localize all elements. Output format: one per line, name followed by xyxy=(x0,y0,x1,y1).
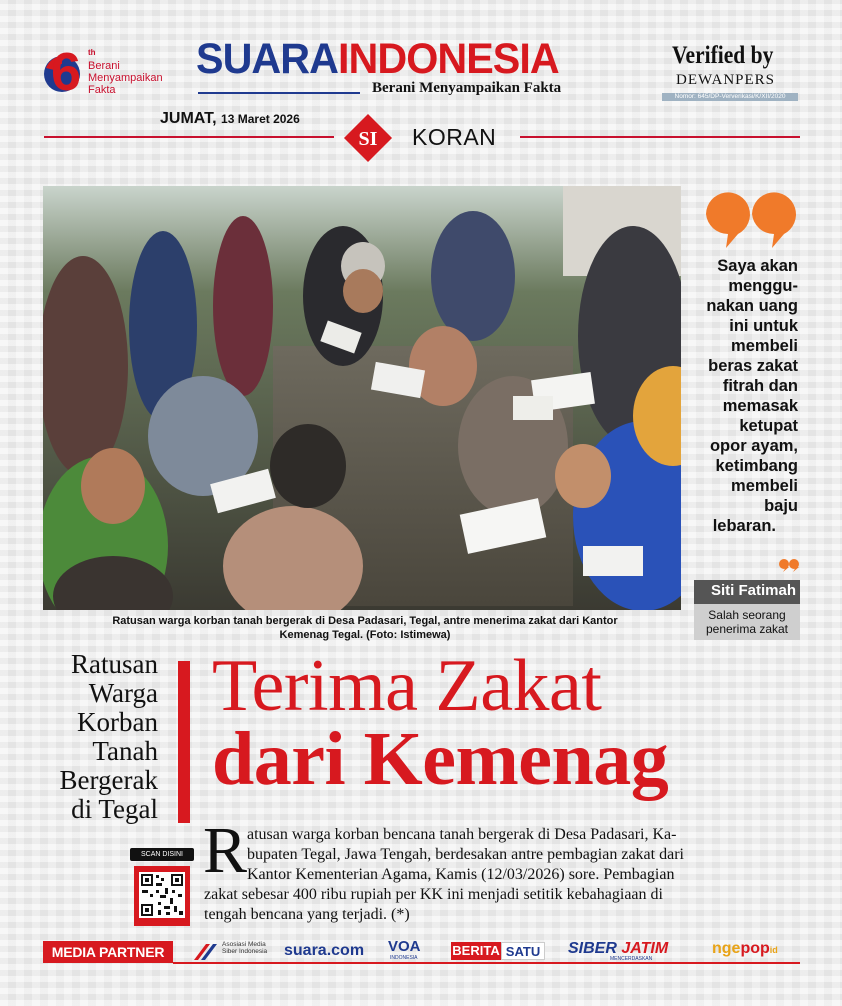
section-label: KORAN xyxy=(412,124,497,150)
kicker-line: Bergerak xyxy=(59,765,158,795)
siberjatim-part1: SIBER xyxy=(568,940,617,957)
quote-line: fitrah dan xyxy=(722,377,798,395)
media-partner-label: MEDIA PARTNER xyxy=(51,944,165,960)
ngepop-part3: id xyxy=(769,945,778,955)
ngepop-part1: nge xyxy=(712,940,741,957)
brand-underline xyxy=(198,92,360,94)
amsi-logo-text: Asosiasi Media Siber Indonesia xyxy=(222,941,268,955)
issue-date-value: 13 Maret 2026 xyxy=(221,112,300,126)
suara-logo: suara.com xyxy=(284,942,365,959)
brand-logo xyxy=(196,34,559,84)
quote-role xyxy=(696,608,798,636)
kicker-line: Warga xyxy=(88,678,158,708)
news-photo xyxy=(43,186,681,610)
headline-line1: Terima Zakat xyxy=(212,645,602,727)
photo-caption-line1: Ratusan warga korban tanah bergerak di Desa Padasari, Tegal, antre menerima zakat dari Kantor xyxy=(112,615,618,627)
photo-caption-line2: Kemenag Tegal. (Foto: Istimewa) xyxy=(279,629,451,641)
kicker-line: Ratusan xyxy=(71,649,158,679)
header-rule-right xyxy=(520,136,800,138)
ngepop-logo xyxy=(712,940,778,958)
quote-open-icon xyxy=(698,186,798,250)
quote-line: memasak xyxy=(722,397,798,415)
brand-part2: INDONESIA xyxy=(337,35,559,83)
issue-day: JUMAT, xyxy=(160,110,217,127)
kicker-line: Tanah xyxy=(92,736,158,766)
body-line: Kantor Kementerian Agama, Kamis (12/03/2026) sore. Pembagian xyxy=(247,866,675,883)
verified-number: Nomor: 645/DP-Ververikasi/K/XII/2020 xyxy=(662,93,798,101)
quote-line: ini untuk xyxy=(729,317,798,335)
issue-date xyxy=(160,110,300,128)
quote-line: opor ayam, xyxy=(709,437,798,455)
anniversary-number: 6 xyxy=(50,42,82,98)
quote-line: ketimbang xyxy=(715,457,798,475)
body-dropcap: R xyxy=(203,814,248,887)
voa-logo-sub: INDONESIA xyxy=(390,955,418,961)
quote-line: beras zakat xyxy=(708,357,798,375)
verified-title: Verified by xyxy=(672,42,774,69)
body-line: zakat sebesar 400 ribu rupiah per KK ini menjadi setitik kebahagiaan di xyxy=(204,886,663,903)
beritasatu-logo-part1: BERITA xyxy=(452,943,500,958)
headline-line2: dari Kemenag xyxy=(212,717,669,801)
si-logo-icon xyxy=(342,112,394,164)
body-line: tengah bencana yang terjadi. (*) xyxy=(204,906,410,923)
body-line: bupaten Tegal, Jawa Tengah, berdesakan antre pembagian zakat dari xyxy=(247,846,684,863)
siberjatim-part2: JATIM xyxy=(621,940,669,957)
quote-line: nakan uang xyxy=(706,297,798,315)
quote-line: menggu- xyxy=(728,277,798,295)
quote-line: membeli xyxy=(731,337,798,355)
quote-close-icon xyxy=(778,558,800,572)
pull-quote xyxy=(694,256,798,536)
headline-kicker xyxy=(30,650,158,824)
brand-part1: SUARA xyxy=(196,35,338,83)
anniversary-suffix: th xyxy=(88,48,96,57)
quote-role-line2: penerima zakat xyxy=(705,622,789,636)
quote-line: Saya akan xyxy=(717,257,798,275)
quote-name: Siti Fatimah xyxy=(710,582,796,599)
si-logo-letters: SI xyxy=(358,128,378,150)
quote-role-line1: Salah seorang xyxy=(708,608,786,622)
kicker-line: di Tegal xyxy=(71,794,158,824)
brand-slogan: Berani Menyampaikan Fakta xyxy=(372,80,562,96)
headline-accent-bar xyxy=(178,661,190,823)
anniversary-tagline: Berani Menyampaikan Fakta xyxy=(88,60,163,96)
qr-code-icon[interactable] xyxy=(134,866,190,926)
photo-caption xyxy=(60,614,670,642)
siberjatim-sub: MENCERDASKAN xyxy=(610,956,653,962)
header-rule-left xyxy=(44,136,334,138)
quote-line: ketupat xyxy=(739,417,798,435)
quote-line: lebaran. xyxy=(712,517,776,535)
beritasatu-logo-part2: SATU xyxy=(501,942,545,960)
verified-org: DEWANPERS xyxy=(676,72,776,88)
body-line: atusan warga korban bencana tanah bergerak di Desa Padasari, Ka- xyxy=(247,826,677,843)
quote-line: membeli xyxy=(731,477,798,495)
kicker-line: Korban xyxy=(77,707,158,737)
anniversary-badge-icon xyxy=(40,38,92,98)
voa-logo: VOA xyxy=(388,938,421,955)
scan-label: SCAN DISINI xyxy=(130,848,194,861)
ngepop-part2: pop xyxy=(740,940,770,957)
quote-line: baju xyxy=(764,497,798,515)
